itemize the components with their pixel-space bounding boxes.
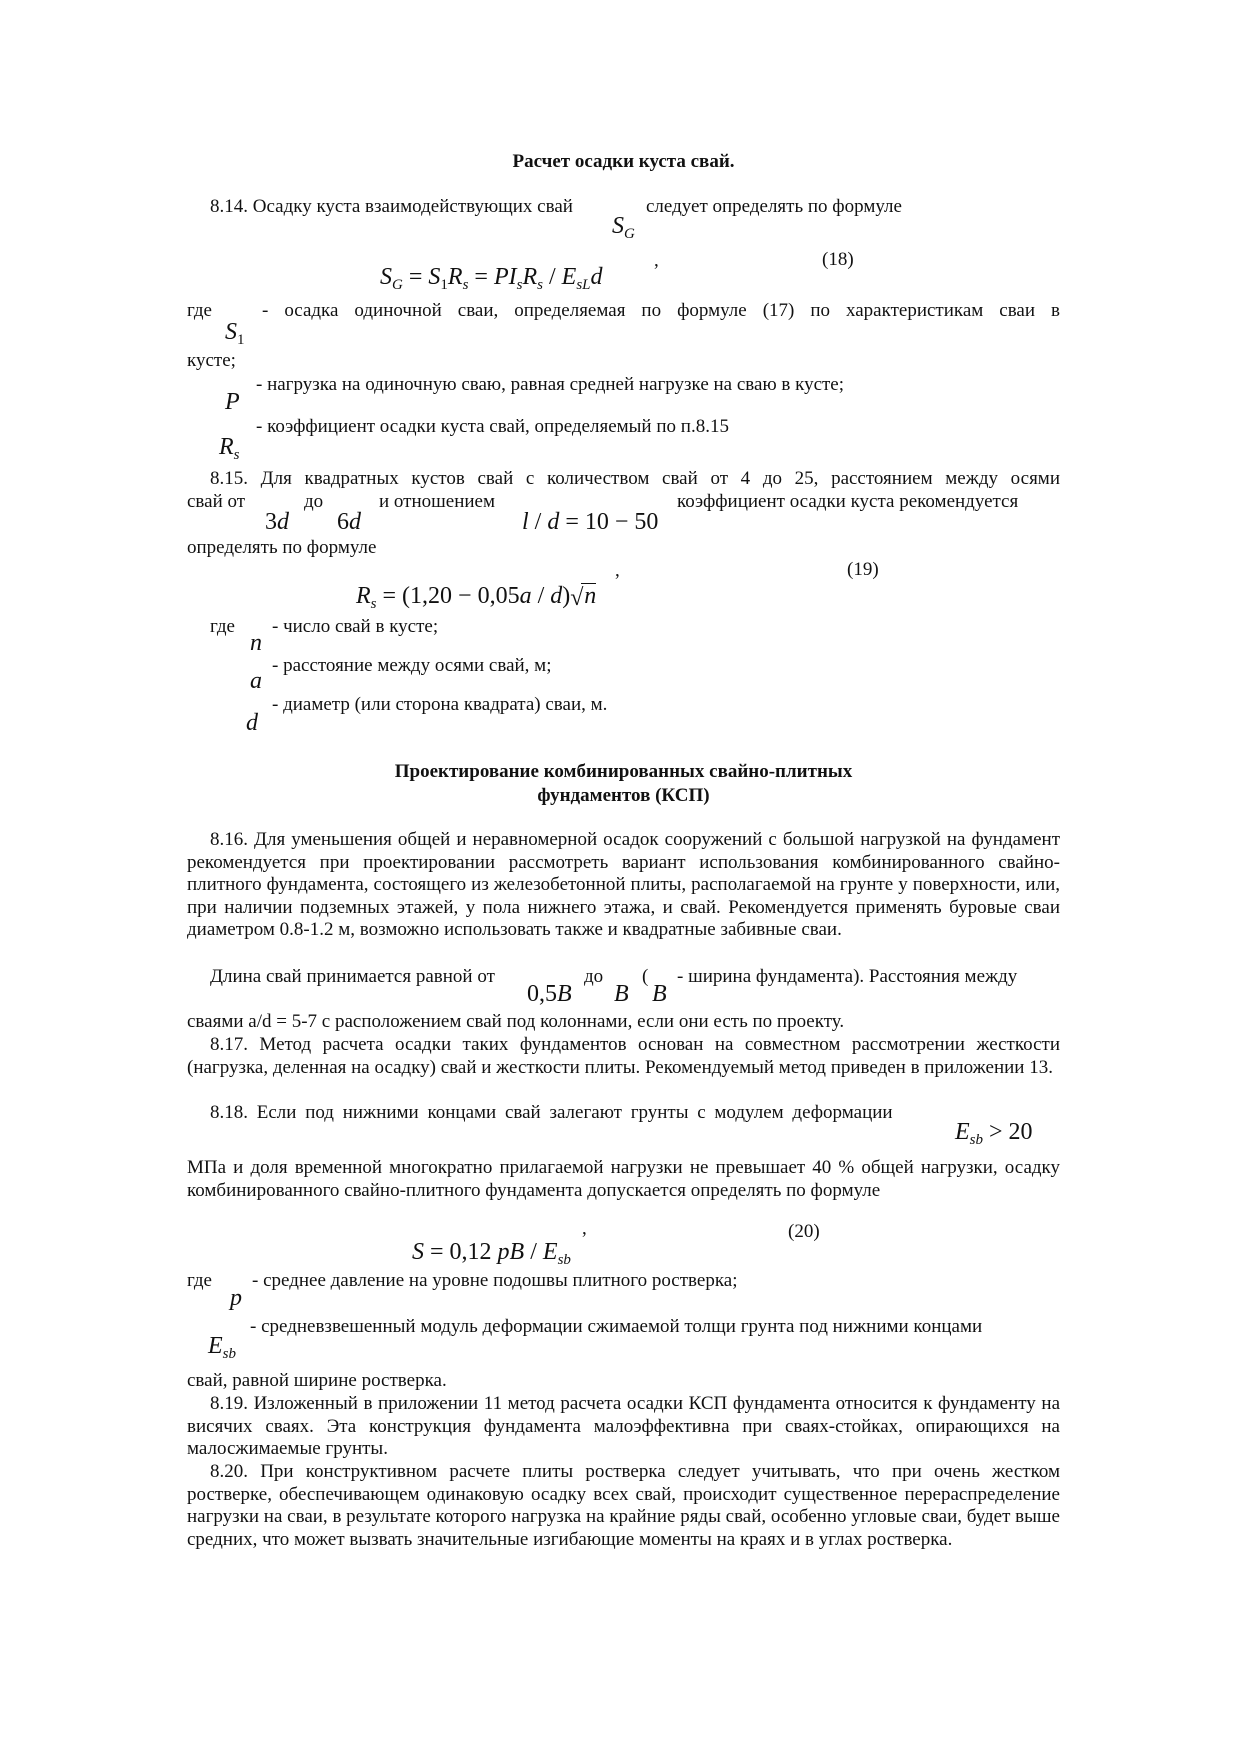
paragraph-8-16-length-cont: сваями a/d = 5-7 с расположением свай под колоннами, если они есть по проекту. [187,1011,845,1032]
symbol-05B: 0,5B [527,981,572,1007]
paragraph-8-16-length-c: ( [642,966,649,987]
paragraph-8-16: 8.16. Для уменьшения общей и неравномерной осадок сооружений с большой нагрузкой на фундамент рекомендуется при проектировании рассмотреть вариант использования комбинированного свайно-плитного фундамента, состоящего из железобетонной плиты, располагаемой на грунте у поверхности, или, при наличии подземных этажей, у пола нижнего этажа, и свай. Рекомендуется применять буровые сваи диаметром 0.8-1.2 м, возможно использовать также и квадратные забивные сваи. [187,829,1060,940]
definition-n: - число свай в кусте; [272,616,439,637]
paragraph-8-16-length-a: Длина свай принимается равной от [210,966,495,987]
equation-number-18: (18) [822,249,854,270]
definition-a: - расстояние между осями свай, м; [272,655,552,676]
paragraph-8-14-start: 8.14. Осадку куста взаимодействующих свай [210,196,573,217]
equation-number-20: (20) [788,1221,820,1242]
symbol-3d: 3d [265,509,289,535]
where-label-19: где [210,616,235,637]
formula-20-comma: , [582,1218,587,1239]
paragraph-8-15-line3: определять по формуле [187,537,377,558]
paragraph-8-19: 8.19. Изложенный в приложении 11 метод расчета осадки КСП фундамента относится к фундаменту на висячих сваях. Эта конструкция фундамента малоэффективна при сваях-стойках, опирающихся на малосжимаемые грунты. [187,1393,1060,1459]
symbol-a: a [250,668,262,694]
paragraph-8-16-length-b: до [584,966,604,987]
symbol-P: P [225,389,240,415]
definition-S1: - осадка одиночной сваи, определяемая по формуле (17) по характеристикам сваи в [262,300,1060,321]
paragraph-8-18-text: МПа и доля временной многократно прилагаемой нагрузки не превышает 40 % общей нагрузки, осадку комбинированного свайно-плитного фундамента допускается определять по формуле [187,1157,1060,1201]
formula-18-comma: , [654,250,659,271]
paragraph-8-15-a: свай от [187,491,246,512]
formula-19: $R_s = (1,20 - 0,05a / d)$ √ n [356,583,597,612]
paragraph-8-16-length-d: - ширина фундамента). Расстояния между [677,966,1018,987]
where-label-20: где [187,1270,212,1291]
definition-S1-continued: кусте; [187,350,236,371]
definition-Esb: - средневзвешенный модуль деформации сжимаемой толщи грунта под нижними концами [250,1316,983,1337]
symbol-Esb-gt-20: $E_{sb} > 20$ [955,1119,1033,1148]
paragraph-8-15-line1: 8.15. Для квадратных кустов свай с количеством свай от 4 до 25, расстоянием между осями [210,468,1060,489]
paragraph-8-14-end: следует определять по формуле [646,196,902,217]
definition-Esb-continued: свай, равной ширине ростверка. [187,1370,447,1391]
symbol-l-over-d: l / d = 10 − 50 [522,509,659,535]
formula-20: S = 0,12 pB / $E_{sb}$ [412,1239,571,1268]
definition-Rs: - коэффициент осадки куста свай, определяемый по п.8.15 [256,416,729,437]
section-title-2-line1: Проектирование комбинированных свайно-плитных [394,761,853,782]
paragraph-8-20: 8.20. При конструктивном расчете плиты ростверка следует учитывать, что при очень жестком ростверке, обеспечивающем одинаковую осадку всех свай, происходит существенное перераспределение нагрузки на сваи, в результате которого нагрузка на крайние ряды свай, особенно угловые сваи, будет выше средних, что может вызвать значительные изгибающие моменты на краях и в углах ростверка. [187,1461,1060,1550]
formula-18: $S_G = S_1R_s = PI_sR_s / E_{sL}d$ [380,264,603,293]
symbol-d: d [246,710,258,736]
definition-d: - диаметр (или сторона квадрата) сваи, м. [272,694,608,715]
equation-number-19: (19) [847,559,879,580]
where-label: где [187,300,212,321]
symbol-6d: 6d [337,509,361,535]
symbol-Rs: $R_s$ [219,434,240,463]
paragraph-8-17: 8.17. Метод расчета осадки таких фундаментов основан на совместном рассмотрении жесткости (нагрузка, деленная на осадку) свай и жесткости плиты. Рекомендуемый метод приведен в приложении 13. [187,1034,1060,1078]
section-title: Расчет осадки куста свай. [512,151,735,172]
definition-p: - среднее давление на уровне подошвы плитного ростверка; [252,1270,738,1291]
paragraph-8-15-c: и отношением [379,491,495,512]
formula-19-comma: , [615,560,620,581]
paragraph-8-18-line1: 8.18. Если под нижними концами свай залегают грунты с модулем деформации [210,1102,893,1123]
symbol-Esb: $E_{sb}$ [208,1333,237,1362]
symbol-p: p [230,1285,242,1311]
paragraph-8-15-d: коэффициент осадки куста рекомендуется [677,491,1019,512]
symbol-n: n [250,630,262,656]
section-title-2-line2: фундаментов (КСП) [537,785,710,806]
symbol-B: B [614,981,629,1007]
symbol-SG: $S_G$ [612,213,635,242]
definition-P: - нагрузка на одиночную сваю, равная средней нагрузке на сваю в кусте; [256,374,845,395]
paragraph-8-15-b: до [304,491,324,512]
symbol-S1: $S_1$ [225,319,245,348]
symbol-B-width: B [652,981,667,1007]
